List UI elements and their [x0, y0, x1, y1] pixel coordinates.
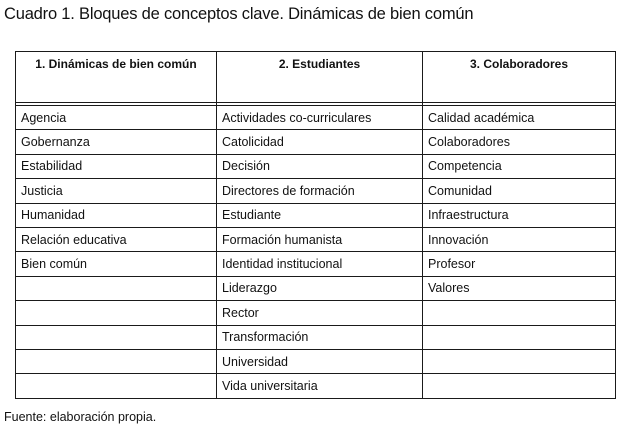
table-cell: Directores de formación — [217, 179, 423, 203]
table-cell: Justicia — [16, 179, 217, 203]
table-cell — [423, 374, 616, 398]
table-cell: Catolicidad — [217, 130, 423, 154]
table-cell: Liderazgo — [217, 276, 423, 300]
table-cell: Estabilidad — [16, 154, 217, 178]
table-row — [16, 276, 616, 300]
table-cell: Formación humanista — [217, 227, 423, 251]
table-row — [16, 325, 616, 349]
table-cell: Identidad institucional — [217, 252, 423, 276]
table-row — [16, 154, 616, 178]
table-row — [16, 374, 616, 398]
table-cell — [16, 301, 217, 325]
table-cell — [16, 325, 217, 349]
table-caption: Cuadro 1. Bloques de conceptos clave. Dinámicas de bien común — [4, 5, 474, 23]
table-cell: Competencia — [423, 154, 616, 178]
table-cell: Bien común — [16, 252, 217, 276]
table-cell — [423, 325, 616, 349]
table-cell: Humanidad — [16, 203, 217, 227]
source-note: Fuente: elaboración propia. — [4, 410, 157, 424]
table-cell — [423, 349, 616, 373]
column-header-dinamicas: 1. Dinámicas de bien común — [16, 52, 217, 103]
table-cell: Universidad — [217, 349, 423, 373]
table-cell: Relación educativa — [16, 227, 217, 251]
table-cell: Rector — [217, 301, 423, 325]
table-cell: Colaboradores — [423, 130, 616, 154]
table-cell: Vida universitaria — [217, 374, 423, 398]
table-cell — [423, 301, 616, 325]
table-cell: Agencia — [16, 106, 217, 130]
table-cell: Innovación — [423, 227, 616, 251]
column-header-estudiantes: 2. Estudiantes — [217, 52, 423, 103]
table-cell: Gobernanza — [16, 130, 217, 154]
table-cell: Infraestructura — [423, 203, 616, 227]
table-header-row — [16, 52, 616, 103]
table-row — [16, 179, 616, 203]
table-cell — [16, 349, 217, 373]
table-cell: Valores — [423, 276, 616, 300]
table-cell: Transformación — [217, 325, 423, 349]
column-header-colaboradores: 3. Colaboradores — [423, 52, 616, 103]
table-cell: Profesor — [423, 252, 616, 276]
table-row — [16, 252, 616, 276]
table-row — [16, 227, 616, 251]
table-cell: Calidad académica — [423, 106, 616, 130]
table-cell: Actividades co-curriculares — [217, 106, 423, 130]
table-row — [16, 130, 616, 154]
table-cell: Comunidad — [423, 179, 616, 203]
table-cell — [16, 276, 217, 300]
table-cell: Estudiante — [217, 203, 423, 227]
concepts-table — [15, 51, 616, 399]
table-row — [16, 349, 616, 373]
table-cell: Decisión — [217, 154, 423, 178]
table-row — [16, 203, 616, 227]
table-row — [16, 106, 616, 130]
table-row — [16, 301, 616, 325]
table-cell — [16, 374, 217, 398]
